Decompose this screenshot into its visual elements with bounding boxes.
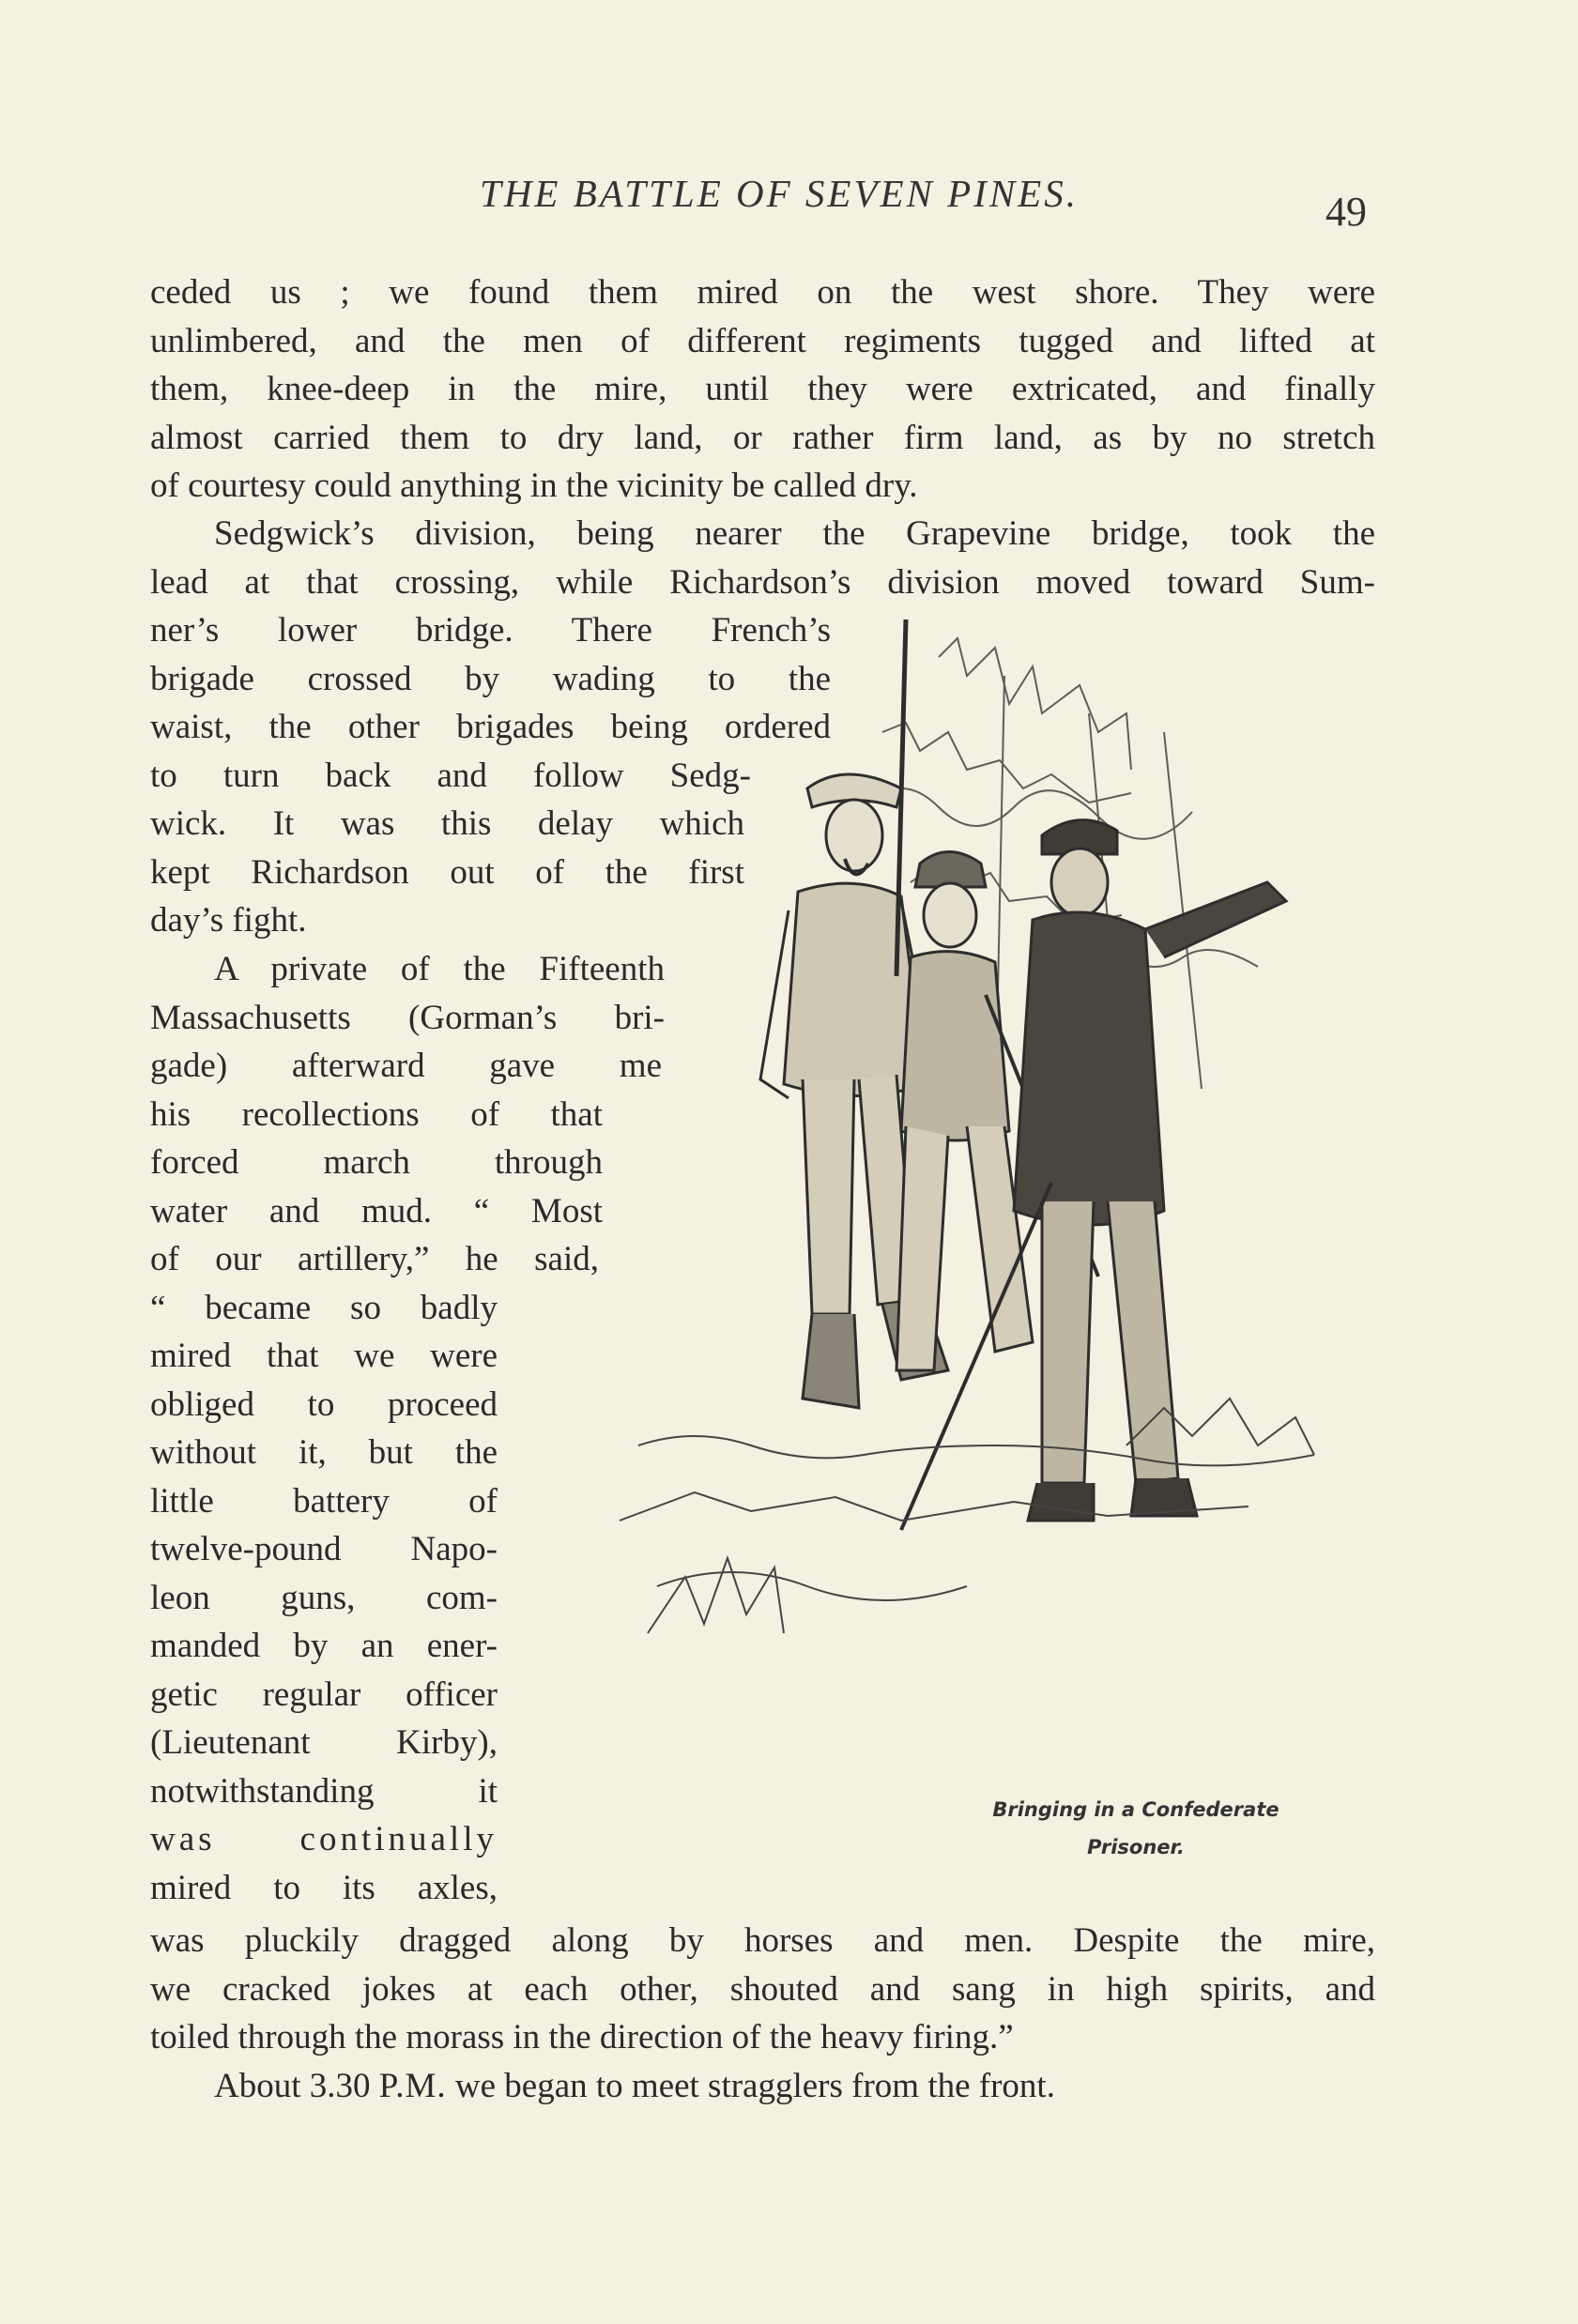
paragraph-private — [150, 945, 665, 1912]
text-line: of our artillery,” he said, — [150, 1240, 599, 1278]
text-line: ceded us ; we found them mired on the west shore. They were — [150, 273, 1375, 312]
text-line: almost carried them to dry land, or rather firm land, as by no stretch — [150, 418, 1375, 457]
foliage-sketch — [864, 788, 1192, 839]
text-line: unlimbered, and the men of different regiments tugged and lifted at — [150, 321, 1375, 360]
text-line: of courtesy could anything in the vicinity be called dry. — [150, 466, 918, 505]
text-line: water and mud. “ Most — [150, 1191, 603, 1231]
text-line: manded by an ener- — [150, 1627, 498, 1665]
text-line: ner’s lower bridge. There French’s — [150, 611, 831, 650]
text-line: waist, the other brigades being ordered — [150, 708, 831, 746]
caption-line-1: Bringing in a Confederate — [992, 1798, 1279, 1821]
text-line: getic regular officer — [150, 1674, 498, 1714]
text-line: lead at that crossing, while Richardson’s division moved toward Sum- — [150, 562, 1375, 602]
last-line-before: About 3.30 — [214, 2066, 379, 2105]
text-line: without it, but the — [150, 1433, 498, 1472]
running-title: THE BATTLE OF SEVEN PINES. — [480, 172, 1079, 215]
figure-caption — [958, 1791, 1314, 1866]
text-line: was continually — [150, 1820, 498, 1858]
text-line: “ became so badly — [150, 1288, 498, 1327]
text-line: forced march through — [150, 1143, 603, 1182]
text-line: (Lieutenant Kirby), — [150, 1723, 498, 1762]
text-line: Massachusetts (Gorman’s bri- — [150, 998, 665, 1037]
text-line: toiled through the morass in the direction of the heavy firing.” — [150, 2018, 1014, 2056]
text-line: his recollections of that — [150, 1094, 603, 1134]
page-number: 49 — [1325, 189, 1367, 235]
text-line: little battery of — [150, 1481, 498, 1521]
foliage-sketch — [939, 638, 1131, 770]
text-line: mired that we were — [150, 1337, 498, 1375]
ground-sketch — [620, 1399, 1314, 1633]
text-line: was pluckily dragged along by horses and men. Despite the mire, — [150, 1921, 1375, 1960]
text-line: gade) afterward gave me — [150, 1047, 662, 1085]
text-line: Sedgwick’s division, being nearer the Grapevine bridge, took the — [214, 514, 1375, 553]
caption-line-2: Prisoner. — [1087, 1836, 1185, 1858]
text-line: we cracked jokes at each other, shouted and sang in high spirits, and — [150, 1969, 1375, 2009]
text-line: kept Richardson out of the first — [150, 852, 744, 892]
text-line: A private of the Fifteenth — [214, 950, 665, 988]
text-line-last — [150, 2062, 1375, 2111]
paragraph-sedgwick — [150, 510, 1375, 606]
paragraph-bottom — [150, 1917, 1375, 2110]
paragraph-ceded — [150, 268, 1375, 511]
soldiers-illustration — [601, 601, 1380, 1934]
text-line: mired to its axles, — [150, 1868, 498, 1907]
text-line: brigade crossed by wading to the — [150, 659, 831, 698]
last-line-after: we began to meet stragglers from the front. — [446, 2066, 1055, 2105]
text-line: notwithstanding it — [150, 1771, 498, 1811]
text-line: obliged to proceed — [150, 1384, 498, 1424]
text-line: day’s fight. — [150, 901, 307, 940]
text-line: to turn back and follow Sedg- — [150, 756, 751, 795]
time-suffix: P.M. — [378, 2066, 447, 2105]
text-line: leon guns, com- — [150, 1578, 498, 1617]
text-line: twelve-pound Napo- — [150, 1530, 498, 1568]
text-line: them, knee-deep in the mire, until they were extricated, and finally — [150, 370, 1375, 408]
text-line: wick. It was this delay which — [150, 804, 744, 843]
